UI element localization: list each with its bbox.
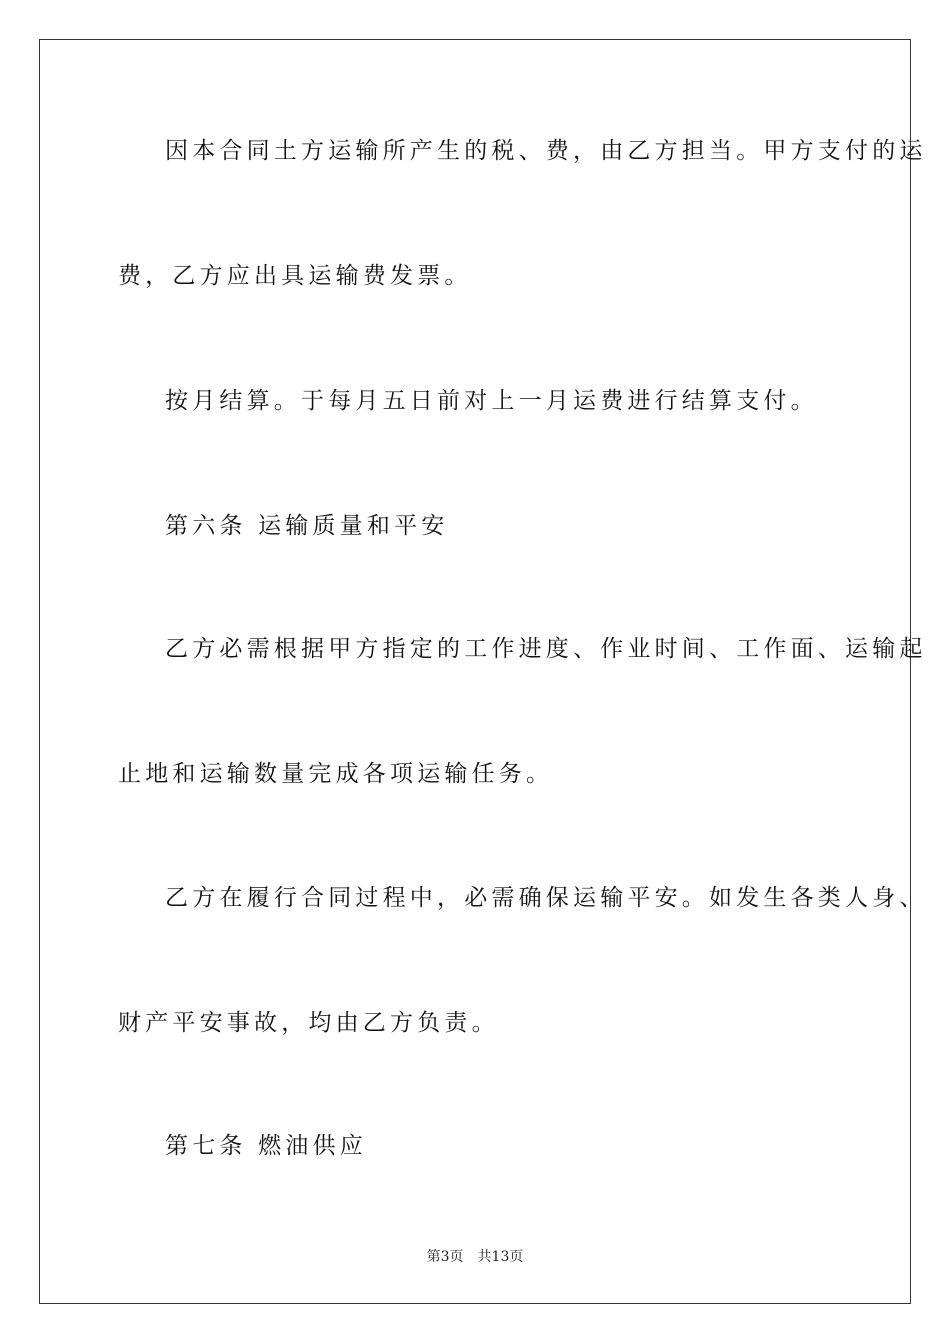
paragraph-line: 乙方在履行合同过程中，必需确保运输平安。如发生各类人身、: [165, 885, 927, 911]
page-border: [39, 39, 911, 1304]
page-footer: [0, 1248, 950, 1266]
paragraph-line: 止地和运输数量完成各项运输任务。: [118, 761, 554, 787]
paragraph-line: 财产平安事故，均由乙方负责。: [118, 1010, 499, 1036]
page-number: 第3页: [426, 1249, 464, 1265]
paragraph-line: 按月结算。于每月五日前对上一月运费进行结算支付。: [165, 388, 818, 414]
paragraph-line: 因本合同土方运输所产生的税、费，由乙方担当。甲方支付的运: [165, 138, 927, 164]
paragraph-line: 费，乙方应出具运输费发票。: [118, 263, 472, 289]
section-heading: 第七条 燃油供应: [165, 1133, 367, 1159]
page-total: 共13页: [477, 1249, 524, 1265]
paragraph-line: 乙方必需根据甲方指定的工作进度、作业时间、工作面、运输起: [165, 636, 927, 662]
section-heading: 第六条 运输质量和平安: [165, 513, 449, 539]
